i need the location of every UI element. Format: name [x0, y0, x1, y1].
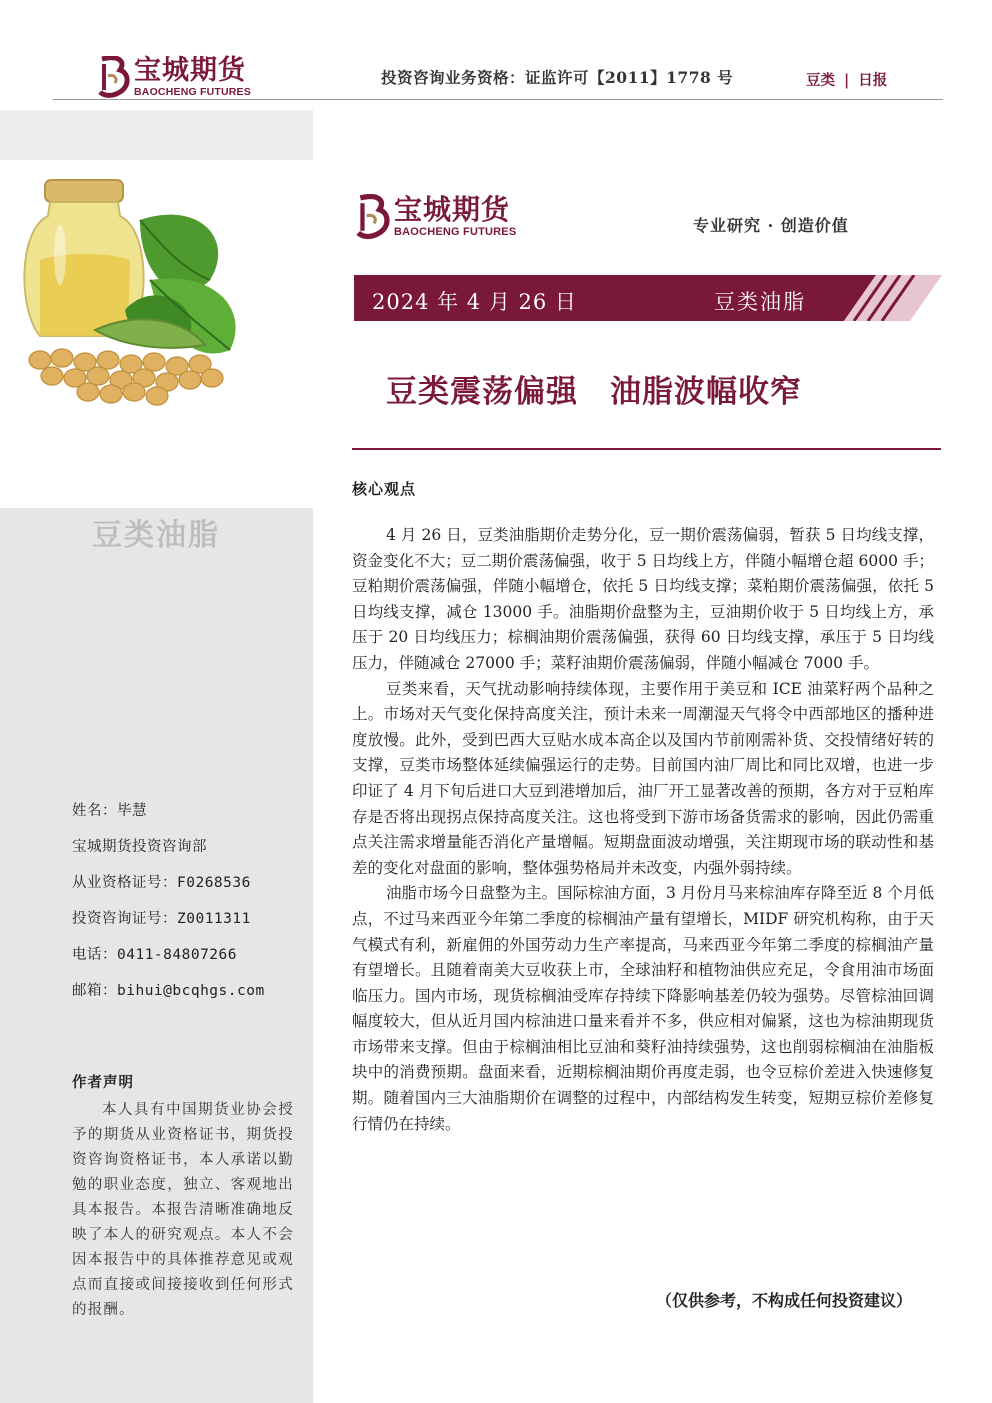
main-company-logo [354, 194, 516, 240]
tag-separator: | [844, 72, 850, 89]
date-category-banner [354, 275, 942, 321]
report-category: 豆类油脂 [714, 290, 806, 314]
core-view-title: 核心观点 [352, 480, 417, 498]
author-department: 宝城期货投资咨询部 [72, 839, 207, 855]
main-logo-name-en: BAOCHENG FUTURES [394, 226, 517, 238]
author-info [72, 800, 265, 1016]
report-body [352, 523, 934, 1137]
sidebar-top-band [0, 110, 313, 160]
declaration-title: 作者声明 [72, 1074, 134, 1091]
main-logo-name-cn: 宝城期货 [394, 193, 511, 226]
soybean-oil-photo [0, 160, 313, 508]
tag-type: 日报 [858, 72, 888, 89]
report-headline [386, 366, 802, 411]
report-tags [806, 69, 887, 90]
sidebar-category-title: 豆类油脂 [92, 518, 220, 553]
sidebar [0, 110, 313, 1403]
author-email: 邮箱：bihui@bcqhgs.com [72, 983, 265, 999]
license-info: 投资咨询业务资格：证监许可【2011】1778 号 [381, 68, 734, 87]
tag-category: 豆类 [806, 72, 835, 89]
logo-name-en: BAOCHENG FUTURES [134, 85, 251, 98]
disclaimer: （仅供参考，不构成任何投资建议） [656, 1291, 913, 1310]
slogan: 专业研究 · 创造价值 [693, 216, 849, 235]
author-qualification-id: 从业资格证号：F0268536 [72, 875, 251, 891]
body-paragraph-1: 4 月 26 日，豆类油脂期价走势分化，豆一期价震荡偏弱，暂获 5 日均线支撑，资金变化不大；豆二期价震荡偏强，收于 5 日均线上方，伴随小幅增仓超 6000 手；豆粕期价震荡偏强，伴随小幅增仓，依托 5 日均线支撑；菜粕期价震荡偏强，依托 5 日均线支撑，减仓 13000 手。油脂期价盘整为主，豆油期价收于 5 日均线上方，承压于 20 日均线压力；棕榈油期价震荡偏强，获得 60 日均线支撑，承压于 5 日均线压力，伴随减仓 27000 手；菜籽油期价震荡偏弱，伴随小幅减仓 7000 手。 [352, 526, 934, 672]
author-consulting-id: 投资咨询证号：Z0011311 [72, 911, 251, 927]
headline-part-1: 豆类震荡偏强 [386, 374, 578, 410]
page-header [0, 0, 992, 110]
header-divider [53, 99, 943, 100]
body-paragraph-2: 豆类来看，天气扰动影响持续体现，主要作用于美豆和 ICE 油菜籽两个品种之上。市场对天气变化保持高度关注，预计未来一周潮湿天气将令中西部地区的播种进度放慢。此外，受到巴西大豆贴水成本高企以及国内节前刚需补货、交投情绪好转的支撑，豆类市场整体延续偏强运行的走势。目前国内油厂周比和同比双增，也进一步印证了 4 月下旬后进口大豆到港增加后，油厂开工显著改善的预期，各方对于豆粕库存是否将出现拐点保持高度关注。这也将受到下游市场备货需求的影响，因此仍需重点关注需求增量能否消化产量增幅。短期盘面波动增强，关注期现市场的联动性和基差的变化对盘面的影响，整体强势格局并未改变，内强外弱持续。 [352, 679, 934, 877]
author-name: 姓名：毕慧 [72, 803, 147, 819]
company-logo [96, 56, 251, 98]
declaration-text: 本人具有中国期货业协会授予的期货从业资格证书，期货投资咨询资格证书，本人承诺以勤勉的职业态度，独立、客观地出具本报告。本报告清晰准确地反映了本人的研究观点。本人不会因本报告中的具体推荐意见或观点而直接或间接接收到任何形式的报酬。 [72, 1102, 294, 1318]
logo-mark-icon [96, 56, 130, 98]
soybean-oil-image-icon [0, 160, 313, 508]
logo-name-cn: 宝城期货 [134, 54, 246, 86]
report-date: 2024 年 4 月 26 日 [372, 290, 577, 314]
headline-part-2: 油脂波幅收窄 [610, 374, 802, 410]
logo-mark-icon [354, 194, 390, 240]
author-phone: 电话：0411-84807266 [72, 947, 237, 963]
headline-divider [352, 448, 941, 450]
body-paragraph-3: 油脂市场今日盘整为主。国际棕油方面，3 月份月马来棕油库存降至近 8 个月低点，不过马来西亚今年第二季度的棕榈油产量有望增长，MIDF 研究机构称，由于天气模式有利，新雇佣的外国劳动力生产率提高，马来西亚今年第二季度的棕榈油产量有望增长。且随着南美大豆收获上市，全球油籽和植物油供应充足，令食用油市场面临压力。国内市场，现货棕榈油受库存持续下降影响基差仍较为强势。尽管棕油回调幅度较大，但从近月国内棕油进口量来看并不多，供应相对偏紧，这也为棕油期现货市场带来支撑。但由于棕榈油相比豆油和葵籽油持续强势，这也削弱棕榈油在油脂板块中的消费预期。盘面来看，近期棕榈油期价再度走弱，也令豆棕价差进入快速修复期。随着国内三大油脂期价在调整的过程中，内部结构发生转变，短期豆棕价差修复行情仍在持续。 [352, 884, 934, 1133]
